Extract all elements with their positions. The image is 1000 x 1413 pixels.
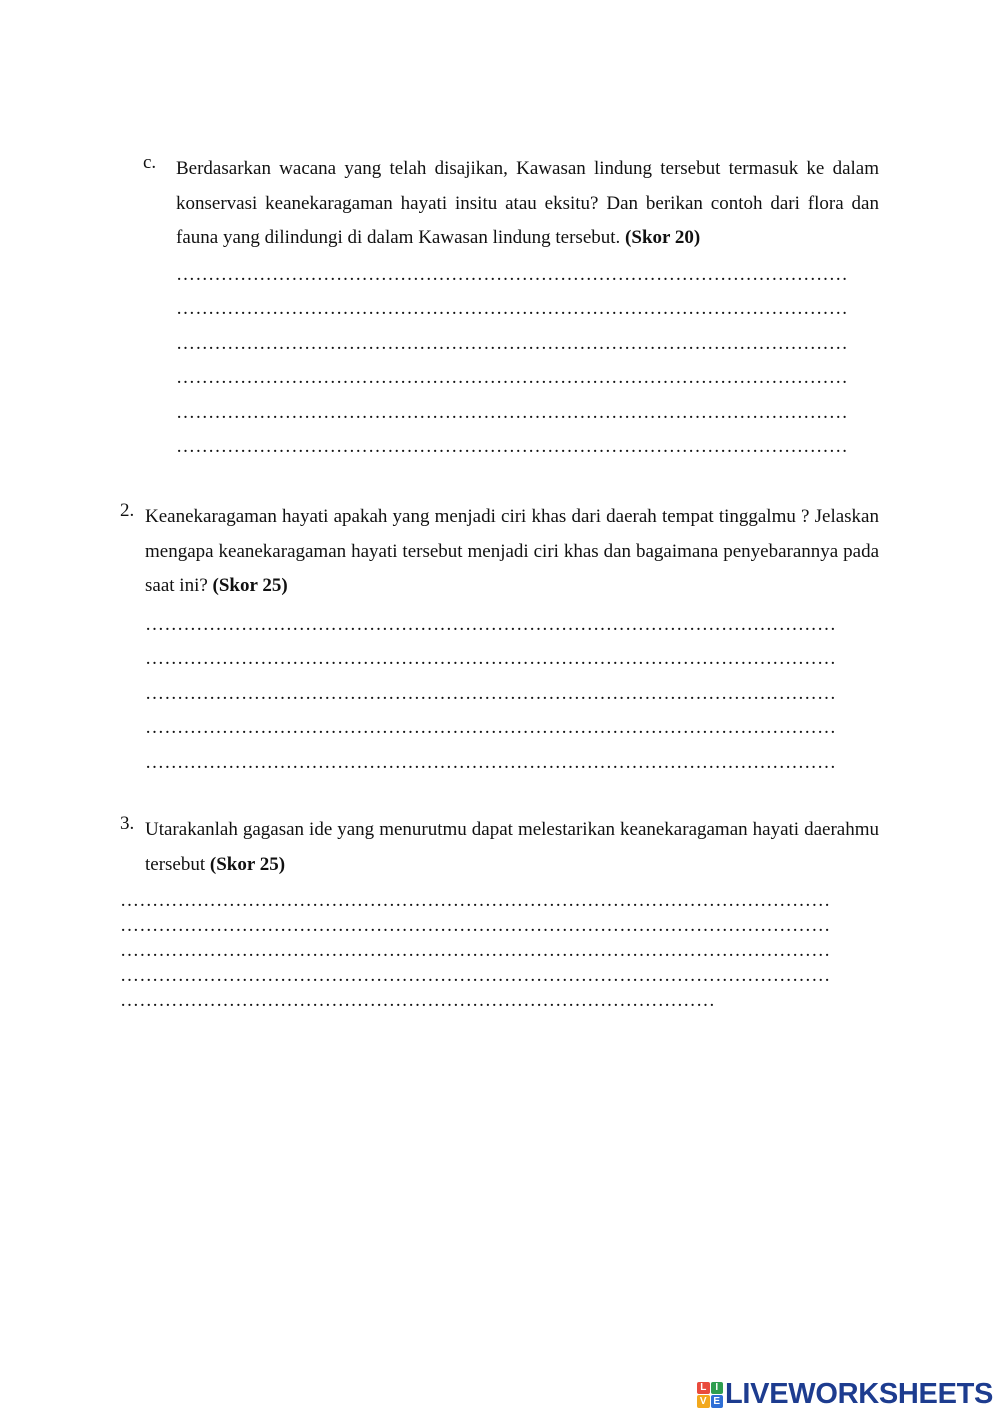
answer-line[interactable]: ……………………………………………………………………………………………… — [145, 717, 837, 738]
question-3-answer-area[interactable] — [120, 888, 879, 1013]
answer-line[interactable]: …………………………………………………………………………………………… — [176, 332, 848, 354]
answer-line[interactable]: …………………………………………………………………………………………… — [176, 263, 848, 285]
question-3-score: (Skor 25) — [209, 853, 286, 875]
answer-line[interactable]: ………………………………………………………………………………………………… — [120, 915, 831, 936]
question-2 — [120, 500, 879, 780]
question-2-score: (Skor 25) — [212, 575, 288, 596]
logo-text: LIVEWORKSHEETS — [725, 1378, 994, 1410]
liveworksheets-logo-icon — [697, 1382, 723, 1408]
answer-line[interactable]: ………………………………………………………………………………………………… — [120, 940, 831, 961]
liveworksheets-logo — [697, 1378, 993, 1411]
logo-letter-l: L — [697, 1382, 710, 1395]
logo-letter-i: I — [711, 1382, 724, 1395]
question-c-answer-area[interactable] — [176, 258, 879, 465]
question-c-text: Berdasarkan wacana yang telah disajikan, Kawasan lindung tersebut termasuk ke dalam konservasi keanekaragaman hayati insitu atau eksitu? Dan berikan contoh dari flora dan fauna yang dilindungi di dalam Kawasan lindung tersebut. (Skor 20) — [176, 158, 879, 248]
answer-line[interactable]: …………………………………………………………………………………………… — [176, 298, 848, 319]
question-2-text: Keanekaragaman hayati apakah yang menjadi ciri khas dari daerah tempat tinggalmu ? Jelaskan mengapa keanekaragaman hayati tersebut menjadi ciri khas dan bagaimana penyebarannya pada saat ini? (Skor 25) — [145, 506, 879, 596]
answer-line[interactable]: ……………………………………………………………………………………………… — [145, 682, 837, 704]
answer-line[interactable]: ………………………………………………………………………………………………… — [120, 965, 831, 986]
question-c-marker: c. — [143, 152, 157, 173]
answer-line[interactable]: …………………………………………………………………………………………… — [176, 436, 848, 457]
question-c-score: (Skor 20) — [625, 227, 701, 248]
answer-line[interactable]: …………………………………………………………………………………………… — [176, 367, 848, 388]
question-3 — [120, 813, 879, 1013]
question-3-text: Utarakanlah gagasan ide yang menurutmu dapat melestarikan keanekaragaman hayati daerahmu tersebut (Skor 25) — [145, 819, 879, 875]
logo-letter-e: E — [711, 1395, 724, 1408]
answer-line[interactable]: ……………………………………………………………………………………………… — [145, 751, 837, 773]
question-2-marker: 2. — [120, 500, 135, 521]
answer-line[interactable]: ……………………………………………………………………………………………… — [145, 613, 837, 635]
answer-line[interactable]: …………………………………………………………………………………………… — [176, 401, 848, 423]
logo-letter-v: V — [697, 1395, 710, 1408]
question-c — [143, 152, 879, 465]
answer-line[interactable]: ………………………………………………………………………………………………… — [120, 890, 831, 911]
question-3-marker: 3. — [120, 813, 135, 834]
answer-line[interactable]: ……………………………………………………………………………………………… — [145, 648, 837, 669]
answer-line[interactable]: ………………………………………………………………………………… — [120, 990, 716, 1011]
question-2-answer-area[interactable] — [145, 608, 879, 781]
